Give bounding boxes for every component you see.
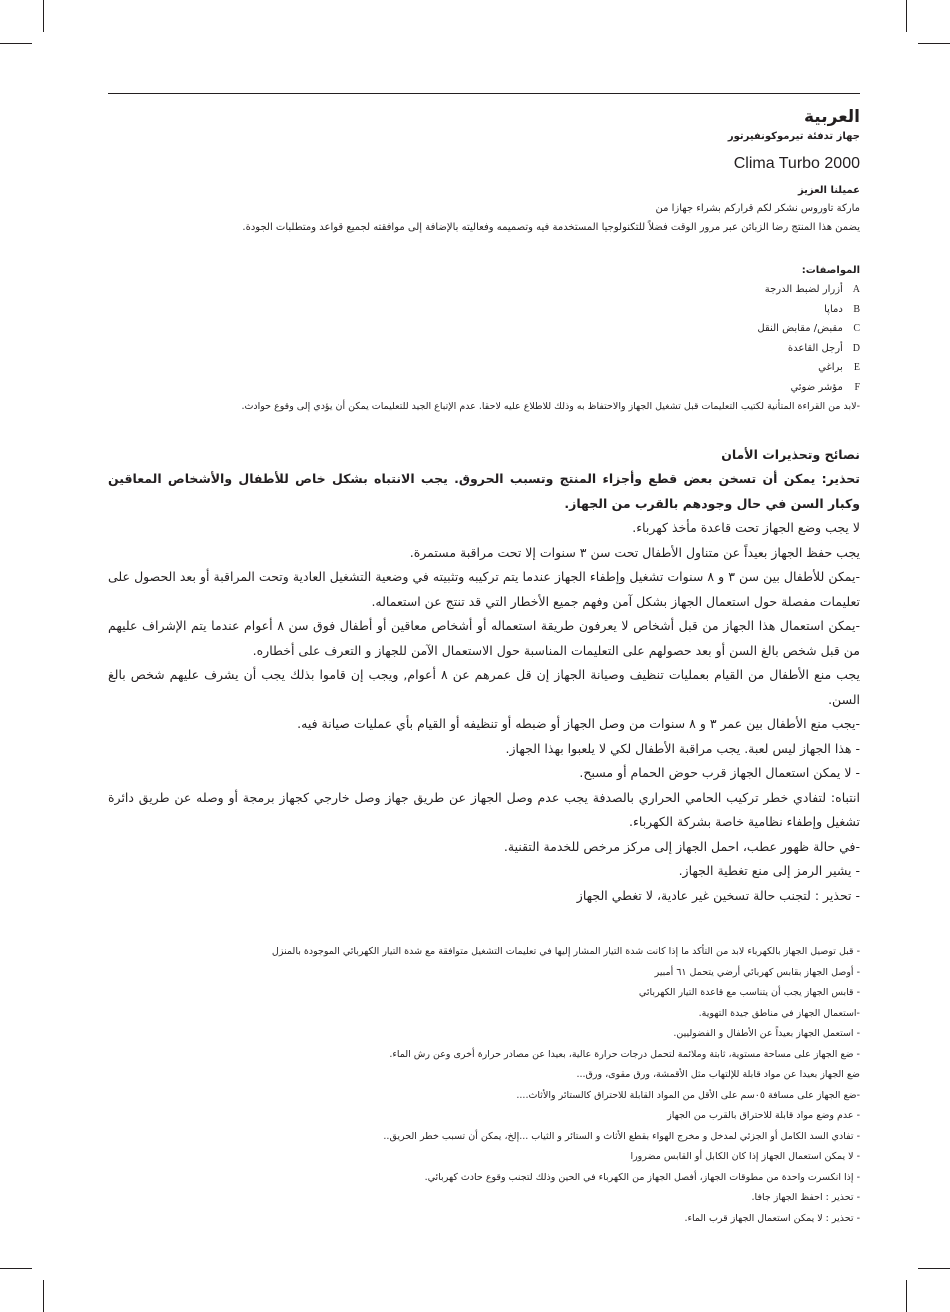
crop-mark-top-left [0, 43, 32, 44]
spec-item [108, 300, 860, 320]
safety-paragraph: يجب حفظ الجهاز بعيداً عن متناول الأطفال تحت سن ٣ سنوات إلا تحت مراقبة مستمرة. [409, 544, 860, 560]
safety-paragraph: -في حالة ظهور عطب، احمل الجهاز إلى مركز مرخص للخدمة التقنية. [503, 838, 860, 854]
spec-letter: A [852, 284, 860, 295]
usage-note: - قبل توصيل الجهاز بالكهرباء لابد من التأكد ما إذا كانت شدة التيار المشار إليها في تعليمات التشغيل متوافقة مع شدة التيار الكهربائي الموجودة بالمنزل [271, 946, 860, 957]
spec-letter: B [853, 303, 860, 315]
usage-notes-list [108, 942, 860, 1229]
spec-text: براغي [818, 362, 843, 373]
usage-note: - إذا انكسرت واحدة من مطوقات الجهاز، أفصل الجهاز من الكهرباء في الحين وذلك لتجنب وقوع حادث كهربائي. [424, 1171, 860, 1183]
usage-note: ضع الجهاز بعيدا عن مواد قابلة للإلتهاب مثل الأقمشة، ورق مقوى، ورق... [576, 1069, 860, 1080]
safety-paragraph: - يشير الرمز إلى منع تغطية الجهاز. [678, 863, 860, 878]
usage-note: - ضع الجهاز على مساحة مستوية، ثابتة وملائمة لتحمل درجات حرارة عالية، بعيدا عن مصادر حرارة أخرى وعن رش الماء. [389, 1048, 860, 1060]
spec-text: أرجل القاعدة [787, 342, 843, 354]
thanks-text: ماركة تاوروس نشكر لكم قراركم بشراء جهازا من [655, 203, 860, 214]
safety-paragraph: -يمكن استعمال هذا الجهاز من قبل أشخاص لا يعرفون طريقة استعماله أو أشخاص معاقين أو أطفال فوق سن ٨ أعوام عندما يتم الإشراف عليهم من قبل شخص بالغ السن أو بعد حصولهم على التعليمات المناسبة حول الاستعمال الآمن للجهاز و التعرف على أخطاره. [108, 618, 861, 658]
model-name: Clima Turbo 2000 [733, 155, 860, 172]
spec-letter: C [853, 323, 860, 334]
spec-text: مؤشر ضوئي [790, 381, 843, 393]
crop-mark-bottom-right [918, 1268, 950, 1269]
crop-mark-top-left [43, 0, 44, 32]
product-name: جهاز تدفئة تيرموكونفيرتور [727, 131, 860, 142]
crop-mark-top-right [918, 43, 950, 44]
crop-mark-bottom-right [906, 1280, 907, 1312]
header-rule [108, 93, 860, 94]
usage-note: - قابس الجهاز يجب أن يتناسب مع قاعدة التيار الكهربائي [638, 987, 860, 998]
usage-note: - أوصل الجهاز بقابس كهربائي أرضي يتحمل ٦١ أمبير [654, 966, 860, 978]
language-title: العربية [803, 107, 860, 127]
usage-note: - استعمل الجهاز بعيداً عن الأطفال و الفضوليين. [673, 1028, 860, 1039]
spec-item [108, 339, 860, 359]
crop-mark-bottom-left [0, 1268, 32, 1269]
usage-note: - عدم وضع مواد قابلة للاحتراق بالقرب من الجهاز [667, 1110, 860, 1121]
usage-note: - تحذير : لا يمكن استعمال الجهاز قرب الماء. [684, 1212, 860, 1224]
spec-item [108, 280, 860, 300]
guarantee-text: يضمن هذا المنتج رضا الزبائن عبر مرور الوقت فضلاً للتكنولوجيا المستخدمة فيه وتصميمه وفعاليته بالإضافة إلى موافقته لجميع قواعد ومتطلبات الجودة. [242, 222, 860, 233]
spec-text: أزرار لضبط الدرجة [764, 284, 843, 295]
usage-note: - تفادي السد الكامل أو الجزئي لمدخل و مخرج الهواء بقطع الأثاث و الستائر و الثياب ...إلخ، يمكن أن تسبب خطر الحريق.. [383, 1130, 860, 1142]
burn-warning: تحذير: يمكن أن تسخن بعض قطع وأجزاء المنتج وتسبب الحروق. يجب الانتباه بشكل خاص للأطفال والأشخاص المعاقين وكبار السن في حال وجودهم بالقرب من الجهاز. [108, 471, 860, 511]
safety-paragraph: - لا يمكن استعمال الجهاز قرب حوض الحمام أو مسبح. [579, 765, 860, 780]
safety-paragraph: يجب منع الأطفال من القيام بعمليات تنظيف وصيانة الجهاز إن قل عمرهم عن ٨ أعوام, ويجب إن قاموا بذلك يجب أن يشرف عليهم شخص بالغ السن. [108, 667, 860, 707]
safety-paragraph: -يجب منع الأطفال بين عمر ٣ و ٨ سنوات من وصل الجهاز أو ضبطه أو تنظيفه أو القيام بأي عمليات صيانة فيه. [297, 716, 860, 731]
safety-heading: نصائح وتحذيرات الأمان [721, 447, 860, 462]
safety-paragraph: - تحذير : لتجنب حالة تسخين غير عادية، لا تغطي الجهاز [576, 887, 860, 903]
spec-item [108, 358, 860, 378]
usage-note: -استعمال الجهاز في مناطق جيدة التهوية. [698, 1007, 860, 1019]
usage-note: -ضع الجهاز على مسافة ٠٥سم على الأقل من المواد القابلة للاحتراق كالستائر والأثاث.... [516, 1089, 860, 1101]
usage-note: - تحذير : احفظ الجهاز جافا. [751, 1192, 860, 1203]
safety-paragraph: لا يجب وضع الجهاز تحت قاعدة مأخذ كهرباء. [632, 520, 860, 535]
usage-note: - لا يمكن استعمال الجهاز إذا كان الكابل أو القابس مضرورا [630, 1151, 860, 1162]
safety-paragraph: - هذا الجهاز ليس لعبة. يجب مراقبة الأطفال لكي لا يلعبوا بهذا الجهاز. [505, 740, 860, 756]
read-instructions-note: -لابد من القراءة المتأنية لكتيب التعليمات قبل تشغيل الجهاز والاحتفاظ به وذلك للاطلاع عليه لاحقا. عدم الإتباع الجيد للتعليمات يمكن أن يؤدي إلى وقوع حوادث. [241, 401, 860, 412]
crop-mark-bottom-left [43, 1280, 44, 1312]
spec-letter: D [852, 342, 860, 354]
crop-mark-top-right [906, 0, 907, 32]
manual-page [108, 100, 860, 1229]
spec-text: دماپا [824, 303, 843, 315]
spec-item [108, 378, 860, 398]
spec-text: مقبض/ مقابض النقل [757, 323, 843, 334]
greeting: عميلنا العزيز [797, 185, 860, 196]
safety-paragraph: -يمكن للأطفال بين سن ٣ و ٨ سنوات تشغيل وإطفاء الجهاز عندما يتم تركيبه وتثبيته في وضعية التشغيل العادية وتحت المراقبة أو بعد الحصول على تعليمات مفصلة حول استعمال الجهاز بشكل آمن وفهم جميع الأخطار التي قد تنتج عن استعماله. [108, 569, 861, 609]
spec-item [108, 319, 860, 339]
spec-letter: E [853, 362, 860, 373]
safety-paragraph: انتباه: لتفادي خطر تركيب الحامي الحراري بالصدفة يجب عدم وصل الجهاز عن طريق جهاز وصل خارجي كجهاز برمجة أو وصله عن طريق دائرة تشغيل وإطفاء نظامية خاصة بشركة الكهرباء. [108, 789, 860, 829]
specifications-list [108, 280, 860, 397]
spec-letter: F [854, 381, 860, 393]
specifications-heading: المواصفات: [801, 265, 860, 276]
